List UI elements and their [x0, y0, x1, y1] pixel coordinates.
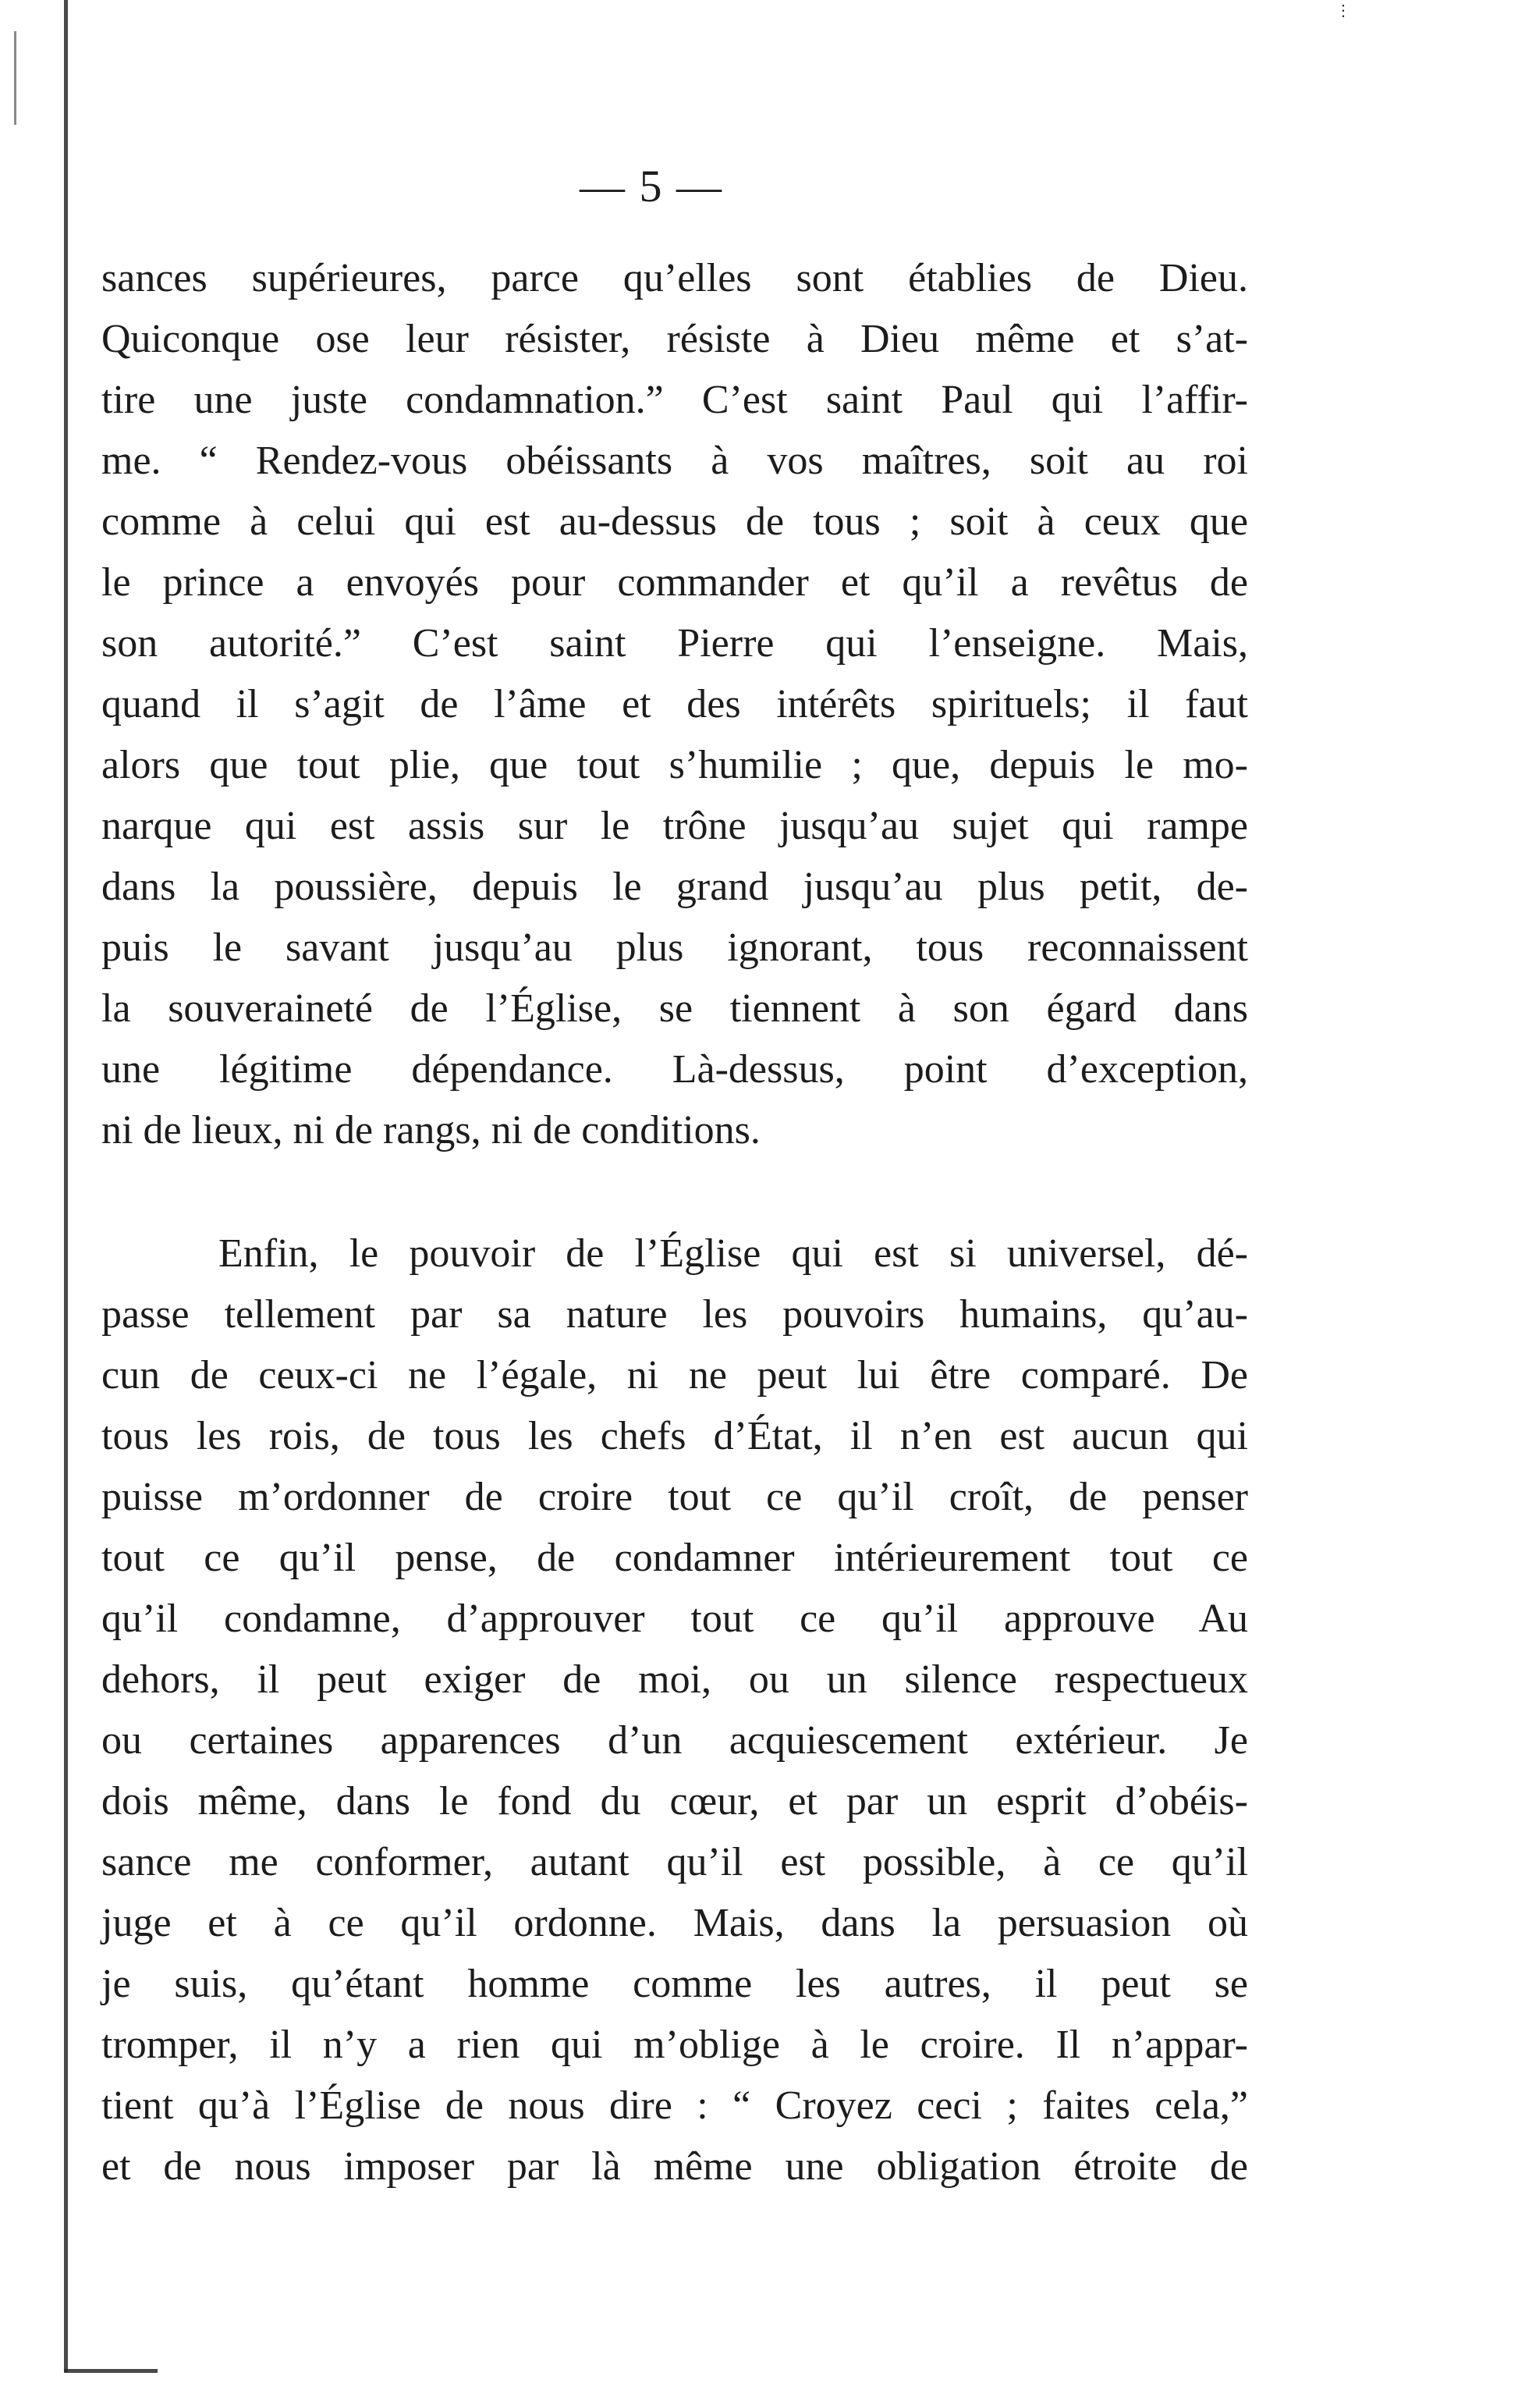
- margin-mark: [14, 31, 16, 125]
- paragraph-gap: [101, 1161, 1248, 1224]
- text-line: et de nous imposer par là même une obligation étroite de: [101, 2144, 1248, 2189]
- text-line: une légitime dépendance. Là-dessus, point d’exception,: [101, 1047, 1248, 1092]
- paragraph-1: [101, 248, 1248, 1161]
- text-line: puisse m’ordonner de croire tout ce qu’il croît, de penser: [101, 1475, 1248, 1519]
- text-line: ni de lieux, ni de rangs, ni de conditions.: [101, 1108, 761, 1153]
- text-line: Quiconque ose leur résister, résiste à Dieu même et s’at-: [101, 317, 1248, 361]
- text-line: dehors, il peut exiger de moi, ou un silence respectueux: [101, 1657, 1248, 1702]
- text-line: le prince a envoyés pour commander et qu’il a revêtus de: [101, 560, 1248, 605]
- text-line: tout ce qu’il pense, de condamner intérieurement tout ce: [101, 1536, 1248, 1580]
- text-line: dois même, dans le fond du cœur, et par un esprit d’obéis-: [101, 1779, 1248, 1824]
- text-line: qu’il condamne, d’approuver tout ce qu’il approuve Au: [101, 1596, 1248, 1641]
- text-line: quand il s’agit de l’âme et des intérêts spirituels; il faut: [101, 682, 1248, 726]
- page-number: — 5 —: [580, 161, 723, 211]
- text-line: la souveraineté de l’Église, se tiennent à son égard dans: [101, 986, 1248, 1031]
- text-line: ou certaines apparences d’un acquiescement extérieur. Je: [101, 1718, 1248, 1763]
- text-line: me. “ Rendez-vous obéissants à vos maîtres, soit au roi: [101, 439, 1248, 483]
- text-line: tient qu’à l’Église de nous dire : “ Croyez ceci ; faites cela,”: [101, 2083, 1248, 2128]
- text-line: tous les rois, de tous les chefs d’État, il n’en est aucun qui: [101, 1414, 1248, 1458]
- paragraph-2: [101, 1224, 1248, 2197]
- text-line: tromper, il n’y a rien qui m’oblige à le croire. Il n’appar-: [101, 2023, 1248, 2067]
- text-line: Enfin, le pouvoir de l’Église qui est si universel, dé-: [218, 1231, 1248, 1276]
- corner-mark: ⋮: [1335, 2, 1351, 20]
- text-line: passe tellement par sa nature les pouvoirs humains, qu’au-: [101, 1292, 1248, 1337]
- text-line: comme à celui qui est au-dessus de tous ; soit à ceux que: [101, 499, 1248, 544]
- text-line: narque qui est assis sur le trône jusqu’au sujet qui rampe: [101, 804, 1248, 848]
- text-line: sances supérieures, parce qu’elles sont établies de Dieu.: [101, 256, 1248, 300]
- body-text: [101, 248, 1248, 2197]
- text-line: dans la poussière, depuis le grand jusqu’au plus petit, de-: [101, 865, 1248, 909]
- text-line: tire une juste condamnation.” C’est saint Paul qui l’affir-: [101, 378, 1248, 422]
- binding-edge-bottom: [64, 2369, 158, 2373]
- binding-edge-line: [64, 0, 68, 2372]
- text-line: je suis, qu’étant homme comme les autres, il peut se: [101, 1962, 1248, 2006]
- text-line: son autorité.” C’est saint Pierre qui l’enseigne. Mais,: [101, 621, 1248, 666]
- text-line: juge et à ce qu’il ordonne. Mais, dans la persuasion où: [101, 1901, 1248, 1945]
- text-line: puis le savant jusqu’au plus ignorant, tous reconnaissent: [101, 925, 1248, 970]
- text-line: alors que tout plie, que tout s’humilie ; que, depuis le mo-: [101, 743, 1248, 787]
- text-line: sance me conformer, autant qu’il est possible, à ce qu’il: [101, 1840, 1248, 1884]
- text-line: cun de ceux-ci ne l’égale, ni ne peut lui être comparé. De: [101, 1353, 1248, 1398]
